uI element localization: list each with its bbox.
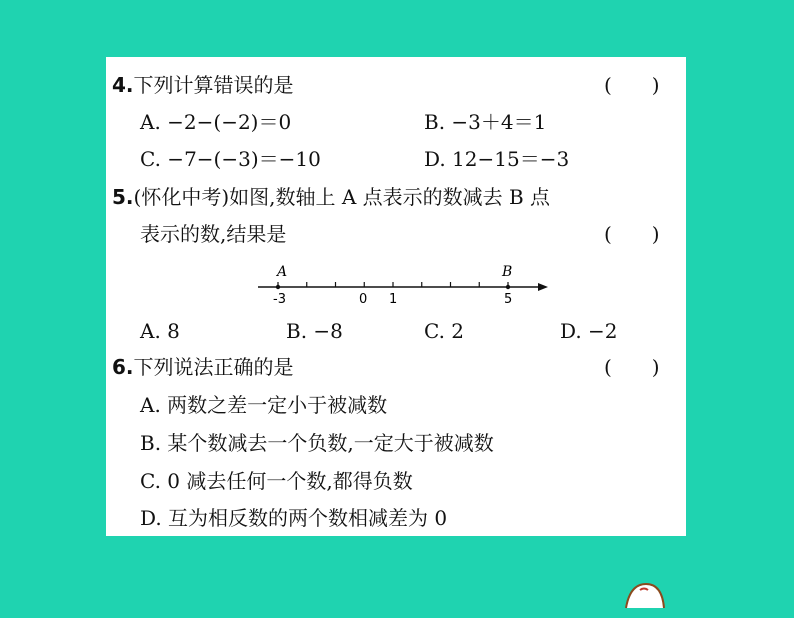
q4-option-d[interactable]: D. 12−15＝−3	[424, 147, 570, 171]
q6-answer-paren[interactable]: ( )	[604, 355, 660, 379]
number-line-ticks	[276, 282, 510, 289]
number-line-arrow	[538, 283, 548, 291]
q6-option-b[interactable]: B. 某个数减去一个负数,一定大于被减数	[140, 431, 494, 455]
point-a-dot	[276, 285, 280, 289]
q4-stem-line	[112, 73, 294, 97]
q6-option-a[interactable]: A. 两数之差一定小于被减数	[140, 393, 388, 417]
q4-answer-paren[interactable]: ( )	[604, 73, 660, 97]
tick-label-1: 1	[389, 292, 398, 307]
q5-option-d[interactable]: D. −2	[560, 319, 618, 343]
cartoon-decoration-icon	[620, 578, 668, 618]
q5-answer-paren[interactable]: ( )	[604, 222, 660, 246]
point-a-label: A	[277, 264, 288, 280]
question-card	[106, 57, 686, 536]
q6-option-c[interactable]: C. 0 减去任何一个数,都得负数	[140, 469, 413, 493]
q5-option-a[interactable]: A. 8	[140, 319, 180, 343]
point-b-label: B	[502, 264, 513, 280]
q6-option-d[interactable]: D. 互为相反数的两个数相减差为 0	[140, 506, 448, 530]
q5-option-c[interactable]: C. 2	[424, 319, 465, 343]
q4-option-c[interactable]: C. −7−(−3)＝−10	[140, 147, 321, 171]
q4-number: 4.	[112, 73, 134, 97]
q6-stem: 下列说法正确的是	[133, 355, 294, 379]
q6-number: 6.	[112, 355, 134, 379]
q5-option-b[interactable]: B. −8	[286, 319, 343, 343]
q4-stem: 下列计算错误的是	[133, 73, 294, 97]
tick-label-5: 5	[504, 292, 513, 307]
q4-option-b[interactable]: B. −3＋4＝1	[424, 110, 547, 134]
q5-stem-line1	[112, 185, 550, 209]
tick-label-neg3: -3	[273, 292, 286, 307]
number-line-figure	[256, 259, 556, 319]
q4-option-a[interactable]: A. −2−(−2)＝0	[140, 110, 292, 134]
tick-label-0: 0	[359, 292, 368, 307]
q5-stem-1: (怀化中考)如图,数轴上 A 点表示的数减去 B 点	[133, 185, 551, 209]
q6-stem-line	[112, 355, 294, 379]
point-b-dot	[506, 285, 510, 289]
q5-number: 5.	[112, 185, 134, 209]
q5-stem-line2: 表示的数,结果是	[140, 222, 287, 246]
